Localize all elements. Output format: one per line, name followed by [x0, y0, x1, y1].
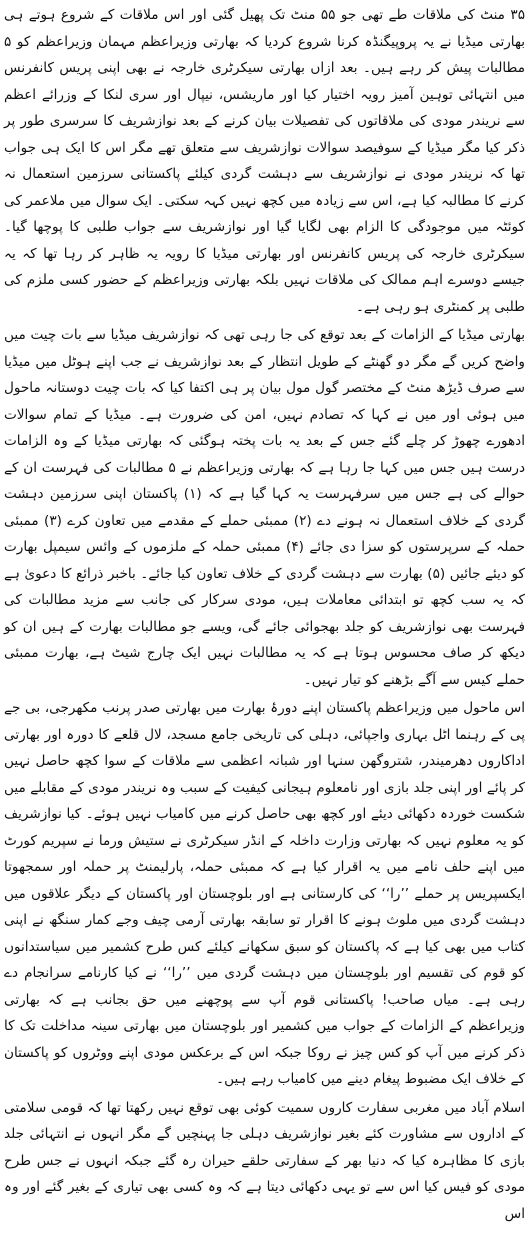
- article-paragraph-2: بھارتی میڈیا کے الزامات کے بعد توقع کی جا رہی تھی کہ نوازشریف میڈیا سے بات چیت میں واضح کریں گے مگر دو گھنٹے کے طویل انتظار کے بعد نوازشریف نے جب اپنے ہوٹل میں میڈیا سے صرف ڈیڑھ منٹ کے مختصر گول مول بیان پر ہی اکتفا کیا کہ بات چیت دوستانہ ماحول میں ہوئی اور میں نے کہا کہ تصادم نہیں، امن کی ضرورت ہے۔ میڈیا کے تمام سوالات ادھورے چھوڑ کر چلے گئے جس کے بعد یہ بات پختہ ہوگئی کہ بھارتی میڈیا کے وہ الزامات درست ہیں جس میں کہا جا رہا ہے کہ بھارتی وزیراعظم نے ۵ مطالبات کی فہرست ان کے حوالے کی ہے جس میں سرفہرست یہ کہا گیا ہے کہ (۱) پاکستان اپنی سرزمین دہشت گردی کے خلاف استعمال نہ ہونے دے (۲) ممبئی حملے کے مقدمے میں تعاون کرے (۳) ممبئی حملہ کے سرپرستوں کو سزا دی جائے (۴) ممبئی حملہ کے ملزموں کے وائس سیمپل بھارت کو دیئے جائیں (۵) بھارت سے دہشت گردی کے خلاف تعاون کیا جائے۔ باخبر ذرائع کا دعویٰ ہے کہ یہ سب کچھ تو ابتدائی معاملات ہیں، مودی سرکار کی جانب سے مزید مطالبات کی فہرست بھی نوازشریف کو جلد بھجوائی جائے گی، ویسے جو مطالبات بھارت کے ہیں ان کو دیکھ کر صاف محسوس ہوتا ہے کہ یہ مطالبات نہیں ایک چارج شیٹ ہے، بھارت ممبئی حملے کیس سے آگے بڑھنے کو تیار نہیں۔: [4, 327, 525, 688]
- article-paragraph-4: اسلام آباد میں مغربی سفارت کاروں سمیت کوئی بھی توقع نہیں رکھتا تھا کہ قومی سلامتی کے اداروں سے مشاورت کئے بغیر نوازشریف دہلی جا پہنچیں گے مگر انہوں نے انتہائی جلد بازی کا مظاہرہ کیا کہ دنیا بھر کے سفارتی حلقے حیران رہ گئے جبکہ انہوں نے جس طرح مودی کو فیس کیا اس سے تو یہی دکھائی دیتا ہے کہ وہ کسی بھی تیاری کے بغیر گئے اور وہ اس: [4, 1099, 525, 1222]
- article-paragraph-1: ۳۵ منٹ کی ملاقات طے تھی جو ۵۵ منٹ تک پھیل گئی اور اس ملاقات کے شروع ہوتے ہی بھارتی میڈیا نے یہ پروپیگنڈہ کرنا شروع کردیا کہ بھارتی وزیراعظم مہمان وزیراعظم کو ۵ مطالبات پیش کر رہے ہیں۔ بعد ازاں بھارتی سیکرٹری خارجہ نے بھی اپنی پریس کانفرنس میں انتہائی توہین آمیز رویہ اختیار کیا اور ماریشس، نیپال اور سری لنکا کے وزرائے اعظم سے نریندر مودی کی ملاقاتوں کی تفصیلات بیان کرنے کے بعد نوازشریف کا سرسری طور پر ذکر کیا مگر میڈیا کے سوفیصد سوالات نوازشریف سے متعلق تھے مگر اس کا ایک ہی جواب تھا کہ نریندر مودی نے نوازشریف سے دہشت گردی کیلئے پاکستانی سرزمین استعمال نہ کرنے کا مطالبہ کیا ہے، اس سے زیادہ میں کچھ نہیں کہہ سکتی۔ ایک سوال میں ملاعمر کی کوئٹہ میں موجودگی کا الزام بھی لگایا گیا اور نوازشریف سے جواب طلبی کا پوچھا گیا۔ سیکرٹری خارجہ کی پریس کانفرنس اور بھارتی میڈیا کا رویہ یہ ظاہر کر رہا تھا کہ یہ جیسے دوسرے اہم ممالک کی ملاقات نہیں بلکہ بھارتی وزیراعظم کے حضور کسی ملزم کی طلبی پر کمنٹری ہو رہی ہے۔: [4, 7, 525, 315]
- article-paragraph-3: اس ماحول میں وزیراعظم پاکستان اپنے دورۂ بھارت میں بھارتی صدر پرنب مکھرجی، بی جے پی کے رہنما اٹل بہاری واجپائی، دہلی کی تاریخی جامع مسجد، لال قلعے کا دورہ اور بھارتی اداکاروں دھرمیندر، شتروگھن سنہا اور شبانہ اعظمی سے ملاقات کے سوا کچھ حاصل نہیں کر پائے اور اپنی جلد بازی اور نامعلوم ہیجانی کیفیت کے سبب وہ نریندر مودی کے مقابلے میں شکست خوردہ دکھائی دیئے اور کچھ بھی حاصل کرنے میں کامیاب نہیں ہوئے۔ کیا نوازشریف کو یہ معلوم نہیں کہ بھارتی وزارت داخلہ کے انڈر سیکرٹری نے ستیش ورما نے سپریم کورٹ میں اپنے حلف نامے میں یہ اقرار کیا ہے کہ ممبئی حملہ، پارلیمنٹ پر حملہ اور سمجھوتا ایکسپریس پر حملے ’’را‘‘ کی کارستانی ہے اور بلوچستان اور پاکستان کے دیگر علاقوں میں دہشت گردی میں ملوث ہونے کا اقرار تو سابقہ بھارتی آرمی چیف وجے کمار سنگھ نے اپنی کتاب میں بھی کیا ہے کہ پاکستان کو سبق سکھانے کیلئے کس طرح کشمیر میں سیاستدانوں کو قوم کی تقسیم اور بلوچستان میں دہشت گردی میں ’’را‘‘ نے کیا کارنامے سرانجام دے رہی ہے۔ میاں صاحب! پاکستانی قوم آپ سے پوچھنے میں حق بجانب ہے کہ بھارتی وزیراعظم کے الزامات کے جواب میں کشمیر اور بلوچستان میں بھارتی سینہ مداخلت تک کا ذکر کرنے میں آپ کو کس چیز نے روکا جبکہ اس کے برعکس مودی اپنے ووٹروں کو پاکستان کے خلاف ایک مضبوط پیغام دینے میں کامیاب رہے ہیں۔: [4, 700, 525, 1087]
